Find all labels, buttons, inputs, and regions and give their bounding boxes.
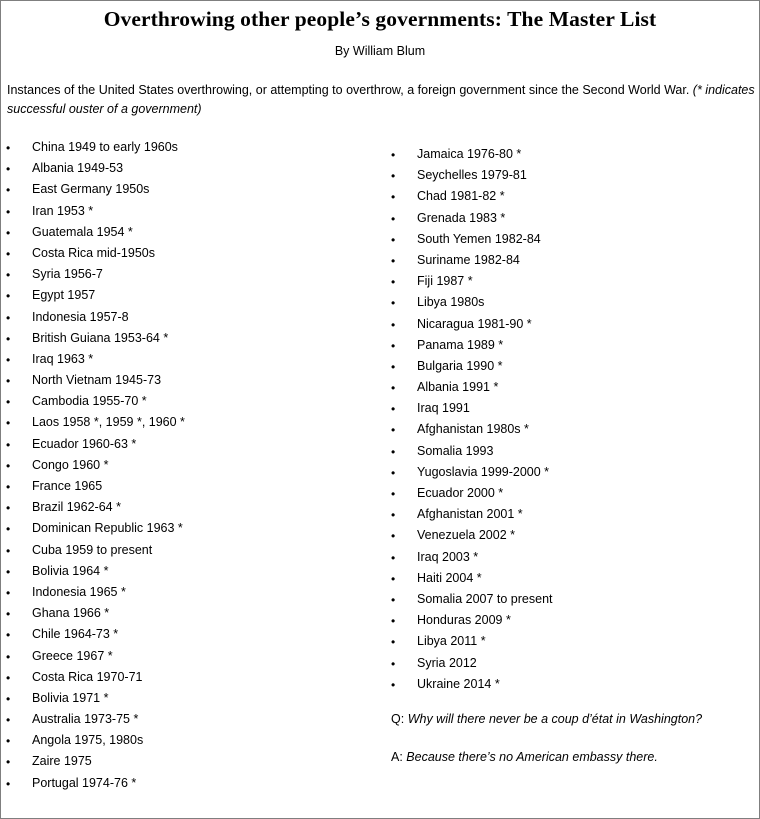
list-item-text: Haiti 2004 * [417, 570, 482, 585]
list-item [391, 422, 751, 443]
list-item [391, 147, 751, 168]
intro-text: Instances of the United States overthrowing, or attempting to overthrow, a foreign government since the Second World War. [7, 83, 690, 97]
bullet-icon: • [391, 381, 396, 396]
bullet-icon: • [6, 289, 11, 304]
intro-note: (* indicates successful ouster of a government) [7, 83, 755, 116]
list-item-text: Bolivia 1971 * [32, 690, 109, 705]
list-item-text: Portugal 1974-76 * [32, 775, 137, 790]
list-item-text: Libya 2011 * [417, 634, 486, 649]
list-item [391, 295, 751, 316]
list-item [6, 691, 366, 712]
bullet-icon: • [391, 487, 396, 501]
list-item [391, 550, 751, 571]
right-list [391, 147, 751, 698]
bullet-icon: • [391, 402, 396, 417]
bullet-icon: • [6, 713, 11, 728]
list-item [391, 338, 751, 359]
bullet-icon: • [6, 649, 11, 664]
left-list [6, 140, 366, 797]
list-item-text: Nicaragua 1981-90 * [417, 316, 532, 331]
list-item-text: Dominican Republic 1963 * [32, 521, 183, 536]
list-item [6, 458, 366, 479]
list-item [6, 415, 366, 436]
list-item-text: Angola 1975, 1980s [32, 733, 144, 748]
list-item-text: Afghanistan 1980s * [417, 422, 529, 437]
list-item-text: Iraq 2003 * [417, 549, 479, 564]
bullet-icon: • [391, 211, 396, 226]
list-item-text: British Guiana 1953-64 * [32, 330, 169, 345]
list-item-text: Laos 1958 *, 1959 *, 1960 * [32, 415, 185, 430]
list-item [391, 317, 751, 338]
bullet-icon: • [6, 395, 11, 410]
bullet-icon: • [6, 416, 11, 431]
bullet-icon: • [391, 359, 396, 374]
list-item [6, 352, 366, 373]
question-text: Why will there never be a coup d’état in Washington? [407, 712, 703, 726]
list-item-text: Cambodia 1955-70 * [32, 394, 147, 409]
list-item [391, 359, 751, 380]
answer-text: Because there’s no American embassy there. [406, 750, 658, 764]
bullet-icon: • [6, 628, 11, 643]
list-item-text: Syria 1956-7 [32, 267, 103, 282]
list-item [391, 507, 751, 528]
list-item [6, 585, 366, 606]
list-item [6, 225, 366, 246]
bullet-icon: • [6, 183, 11, 198]
bullet-icon: • [6, 734, 11, 749]
bullet-icon: • [6, 374, 11, 389]
list-item-text: Grenada 1983 * [417, 210, 506, 225]
bullet-icon: • [391, 338, 396, 353]
list-item [6, 627, 366, 648]
list-item-text: Congo 1960 * [32, 457, 109, 472]
list-item [391, 168, 751, 189]
bullet-icon: • [6, 331, 11, 346]
bullet-icon: • [6, 501, 11, 516]
list-item [391, 571, 751, 592]
list-item [6, 373, 366, 394]
list-item-text: Guatemala 1954 * [32, 224, 133, 239]
bullet-icon: • [391, 444, 396, 459]
bullet-icon: • [6, 268, 11, 283]
bullet-icon: • [6, 543, 11, 558]
bullet-icon: • [391, 508, 396, 523]
list-item-text: Panama 1989 * [417, 337, 504, 352]
list-item-text: Fiji 1987 * [417, 274, 473, 289]
list-item [6, 670, 366, 691]
list-item [391, 444, 751, 465]
bullet-icon: • [391, 275, 396, 290]
bullet-icon: • [6, 437, 11, 452]
bullet-icon: • [6, 352, 11, 367]
bullet-icon: • [391, 423, 396, 438]
list-item-text: Venezuela 2002 * [417, 528, 516, 543]
list-item-text: North Vietnam 1945-73 [32, 373, 162, 388]
list-item-text: Iran 1953 * [32, 203, 94, 218]
list-item [391, 656, 751, 677]
list-item-text: Ecuador 2000 * [417, 486, 504, 500]
list-item-text: Afghanistan 2001 * [417, 507, 523, 522]
answer-label: A: [391, 750, 403, 764]
bullet-icon: • [6, 607, 11, 622]
list-item [6, 500, 366, 521]
bullet-icon: • [6, 480, 11, 494]
list-item [6, 606, 366, 627]
bullet-icon: • [6, 310, 11, 325]
list-item-text: Australia 1973-75 * [32, 712, 139, 727]
bullet-icon: • [391, 296, 396, 311]
list-item-text: Albania 1991 * [417, 380, 499, 395]
bullet-icon: • [6, 246, 11, 261]
list-item-text: Chad 1981-82 * [417, 189, 505, 204]
list-item [391, 274, 751, 295]
list-item-text: Costa Rica 1970-71 [32, 669, 143, 684]
bullet-icon: • [6, 204, 11, 219]
question-line [391, 712, 702, 726]
list-item [6, 776, 366, 797]
list-item-text: Iraq 1963 * [32, 351, 94, 366]
answer-line [391, 750, 658, 764]
list-item [6, 310, 366, 331]
bullet-icon: • [391, 465, 396, 480]
list-item [391, 465, 751, 486]
list-item-text: France 1965 [32, 479, 103, 493]
list-item [6, 267, 366, 288]
intro-paragraph [7, 81, 755, 119]
bullet-icon: • [6, 670, 11, 685]
bullet-icon: • [6, 564, 11, 579]
list-item [6, 140, 366, 161]
list-item-text: Ecuador 1960-63 * [32, 436, 137, 451]
list-item-text: Greece 1967 * [32, 648, 113, 663]
list-item-text: Syria 2012 [417, 655, 477, 670]
list-item-text: Somalia 2007 to present [417, 591, 553, 606]
list-item [391, 613, 751, 634]
bullet-icon: • [391, 614, 396, 629]
list-item-text: Iraq 1991 [417, 401, 470, 416]
bullet-icon: • [6, 585, 11, 600]
list-item [6, 479, 366, 500]
list-item [6, 543, 366, 564]
list-item-text: Egypt 1957 [32, 288, 96, 303]
bullet-icon: • [391, 677, 396, 692]
bullet-icon: • [391, 635, 396, 650]
list-item-text: Honduras 2009 * [417, 613, 511, 628]
list-item-text: Somalia 1993 [417, 443, 494, 458]
list-item [391, 634, 751, 655]
bullet-icon: • [6, 141, 11, 155]
bullet-icon: • [391, 253, 396, 268]
list-item [391, 592, 751, 613]
list-item [391, 189, 751, 210]
list-item-text: Zaire 1975 [32, 754, 92, 769]
bullet-icon: • [391, 148, 396, 162]
list-item-text: Jamaica 1976-80 * [417, 147, 522, 161]
list-item [6, 394, 366, 415]
list-item-text: Bolivia 1964 * [32, 563, 109, 578]
list-item-text: China 1949 to early 1960s [32, 140, 178, 154]
list-item [391, 677, 751, 698]
page-title: Overthrowing other people’s governments: The Master List [103, 7, 657, 31]
list-item [391, 232, 751, 253]
bullet-icon: • [391, 232, 396, 247]
bullet-icon: • [391, 190, 396, 205]
bullet-icon: • [6, 776, 11, 791]
list-item [391, 528, 751, 549]
list-item [391, 486, 751, 507]
list-item-text: Suriname 1982-84 [417, 252, 520, 267]
list-item-text: Ghana 1966 * [32, 606, 110, 621]
list-item [6, 564, 366, 585]
list-item [6, 204, 366, 225]
list-item [6, 437, 366, 458]
bullet-icon: • [391, 550, 396, 565]
list-item [6, 161, 366, 182]
list-item [391, 253, 751, 274]
bullet-icon: • [391, 169, 396, 184]
list-item [6, 521, 366, 542]
list-item [6, 182, 366, 203]
list-item-text: Cuba 1959 to present [32, 542, 153, 557]
list-item [6, 754, 366, 775]
list-item [6, 288, 366, 309]
bullet-icon: • [6, 225, 11, 240]
list-item [6, 733, 366, 754]
bullet-icon: • [6, 522, 11, 537]
list-item-text: Seychelles 1979-81 [417, 168, 527, 183]
list-item-text: Albania 1949-53 [32, 161, 124, 176]
list-item-text: Chile 1964-73 * [32, 627, 119, 642]
list-item-text: Bulgaria 1990 * [417, 358, 503, 373]
bullet-icon: • [391, 317, 396, 332]
list-item [391, 401, 751, 422]
list-item-text: Libya 1980s [417, 295, 485, 310]
list-item [6, 331, 366, 352]
bullet-icon: • [6, 755, 11, 770]
bullet-icon: • [6, 691, 11, 706]
bullet-icon: • [391, 592, 396, 607]
list-item-text: East Germany 1950s [32, 182, 150, 197]
bullet-icon: • [391, 571, 396, 586]
list-item [391, 380, 751, 401]
list-item [6, 246, 366, 267]
list-item [6, 649, 366, 670]
list-item-text: Costa Rica mid-1950s [32, 245, 155, 260]
list-item [6, 712, 366, 733]
list-item-text: Ukraine 2014 * [417, 676, 500, 691]
byline: By William Blum [334, 44, 426, 58]
bullet-icon: • [391, 529, 396, 544]
bullet-icon: • [391, 656, 396, 671]
bullet-icon: • [6, 162, 11, 177]
list-item-text: South Yemen 1982-84 [417, 231, 541, 246]
list-item-text: Indonesia 1957-8 [32, 309, 129, 324]
list-item-text: Brazil 1962-64 * [32, 500, 121, 515]
list-item [391, 211, 751, 232]
list-item-text: Yugoslavia 1999-2000 * [417, 464, 550, 479]
list-item-text: Indonesia 1965 * [32, 584, 126, 599]
question-label: Q: [391, 712, 405, 726]
bullet-icon: • [6, 458, 11, 473]
